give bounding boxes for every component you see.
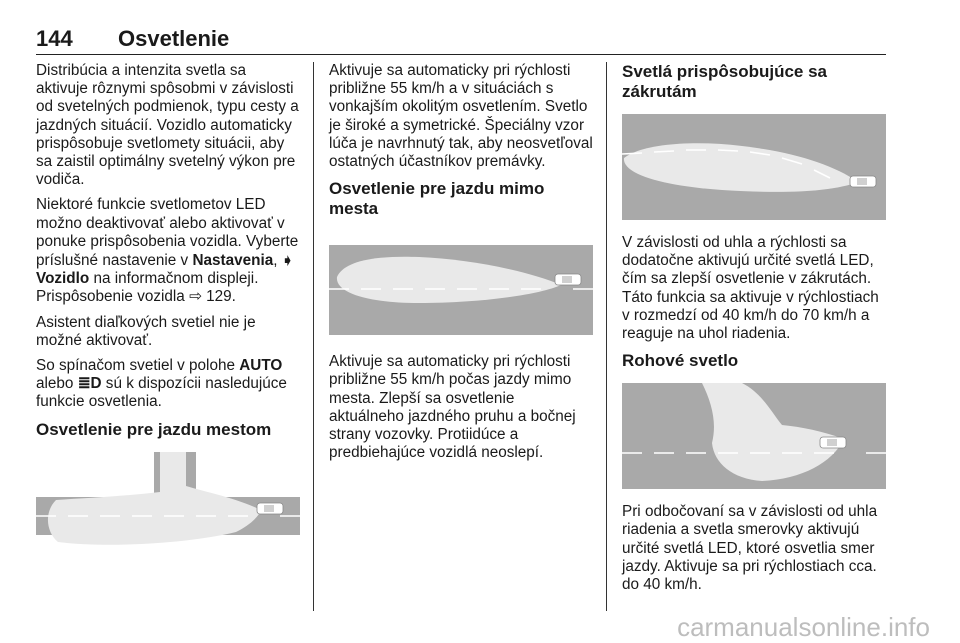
corner-light-illustration bbox=[622, 383, 886, 489]
high-beam-paragraph: Asistent diaľkových svetiel nie je možné aktivovať. bbox=[36, 313, 256, 349]
menu-vehicle: Vozidlo bbox=[36, 270, 90, 288]
menu-arrow-icon: ➧ bbox=[281, 252, 294, 269]
intro-paragraph: Distribúcia a intenzita svetla sa aktivuje rôznymi spôsobmi v závislosti od svetelných podmienok, typu cesty a jazdných situácií. Vozidlo automaticky prispôsobuje svetlomety situácii, aby sa zaistil optimálny svetelný výkon pre vodiča. bbox=[36, 62, 299, 189]
page-title: Osvetlenie bbox=[118, 26, 230, 51]
page-header bbox=[36, 26, 886, 55]
watermark: carmanualsonline.info bbox=[677, 612, 930, 642]
country-light-paragraph: Aktivuje sa automaticky pri rýchlosti približne 55 km/h počas jazdy mimo mesta. Zlepší sa osvetlenie aktuálneho jazdného pruhu a bočnej strany vozovky. Protiidúce a predbiehajúce vozidlá neoslepí. bbox=[329, 353, 576, 462]
menu-settings: Nastavenia bbox=[192, 252, 274, 270]
column-divider bbox=[313, 62, 314, 611]
column-divider bbox=[606, 62, 607, 611]
page-ref-icon: ⇨ bbox=[189, 288, 202, 306]
column-3 bbox=[622, 62, 886, 601]
country-light-illustration bbox=[329, 233, 593, 339]
settings-paragraph: Niektoré funkcie svetlometov LED možno deaktivovať alebo aktivovať v ponuke prispôsobenia vozidla. Vyberte príslušné nastavenie v Nastavenia, ➧ Vozidlo na informačnom displeji. Prispôsobenie vozidla ⇨ 129. bbox=[36, 196, 299, 306]
curve-light-illustration bbox=[622, 114, 886, 220]
page-ref: 129. bbox=[201, 288, 236, 306]
city-light-paragraph: Aktivuje sa automaticky pri rýchlosti približne 55 km/h a v situáciách s vonkajším okolitým osvetlením. Svetlo je široké a symetrické. Špeciálny vzor lúča je navrhnutý tak, aby neosvetľoval ostatných účastníkov premávky. bbox=[329, 62, 593, 171]
heading-curve-light: Svetlá prispôsobujúce sa zákrutám bbox=[622, 62, 828, 101]
curve-light-paragraph: V závislosti od uhla a rýchlosti sa dodatočne aktivujú určité svetlá LED, čím sa zlepší osvetlenie v zákrutách. Táto funkcia sa aktivuje v rýchlostiach v rozmedzí od 40 km/h do 70 km/h a reaguje na uhol riadenia. bbox=[622, 234, 879, 343]
heading-country-light: Osvetlenie pre jazdu mimo mesta bbox=[329, 179, 545, 219]
page-number: 144 bbox=[36, 26, 73, 51]
headlight-symbol-icon: ≣D bbox=[77, 375, 102, 393]
city-light-illustration bbox=[36, 452, 300, 558]
heading-city-light: Osvetlenie pre jazdu mestom bbox=[36, 419, 272, 439]
auto-position: AUTO bbox=[239, 357, 283, 375]
heading-corner-light: Rohové svetlo bbox=[622, 351, 739, 371]
switch-paragraph: So spínačom svetiel v polohe AUTO alebo ≣D sú k dispozícii nasledujúce funkcie osvetlenia. bbox=[36, 357, 287, 411]
column-2 bbox=[329, 62, 593, 469]
column-1 bbox=[36, 62, 300, 572]
corner-light-paragraph: Pri odbočovaní sa v závislosti od uhla riadenia a svetla smerovky aktivujú určité svetlá LED, ktoré osvetlia smer jazdy. Aktivuje sa pri rýchlostiach cca. do 40 km/h. bbox=[622, 503, 878, 594]
